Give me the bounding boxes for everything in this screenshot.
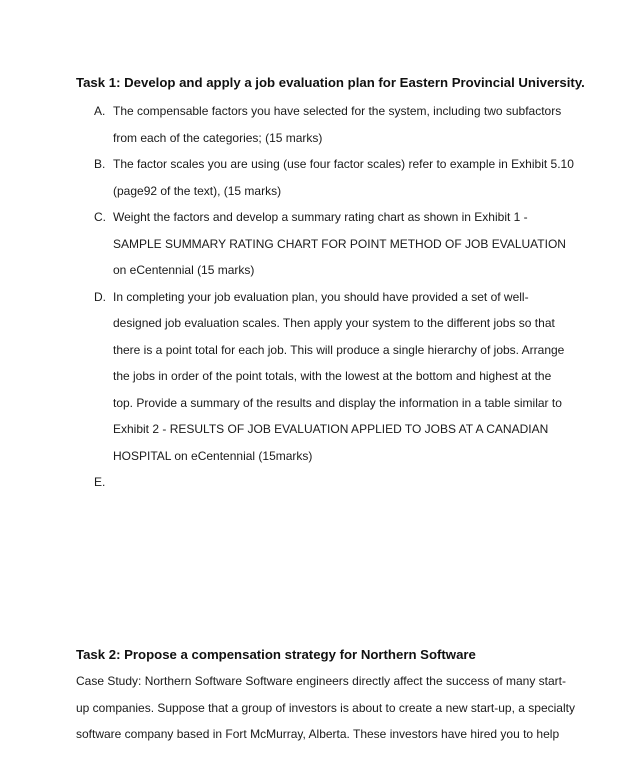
case-study-paragraph: Case Study: Northern Software Software engineers directly affect the success of many start-up companies. Suppose that a group of investors is about to create a new start-up, a specialty software company based in Fort McMurray, Alberta. These investors have hired you to help: [76, 674, 575, 741]
list-item-text: The compensable factors you have selected for the system, including two subfactors from each of the categories; (15 marks): [113, 104, 562, 145]
list-item-b: [94, 151, 574, 204]
list-item-c: [94, 204, 574, 284]
list-marker: A.: [94, 104, 106, 118]
list-item-text: In completing your job evaluation plan, you should have provided a set of well-designed job evaluation scales. Then apply your system to the different jobs so that there is a point total for each job. This will produce a single hierarchy of jobs. Arrange the jobs in order of the point totals, with the lowest at the bottom and highest at the top. Provide a summary of the results and display the information in a table similar to Exhibit 2 - RESULTS OF JOB EVALUATION APPLIED TO JOBS AT A CANADIAN HOSPITAL on eCentennial (15marks): [113, 289, 565, 463]
list-marker: B.: [94, 157, 106, 171]
list-marker: C.: [94, 210, 106, 224]
list-item-e: [94, 469, 574, 496]
list-marker: E.: [94, 475, 106, 489]
list-marker: D.: [94, 289, 106, 304]
list-item-text: [113, 469, 574, 496]
list-item-a: [94, 98, 574, 151]
list-item-text: Weight the factors and develop a summary rating chart as shown in Exhibit 1 - SAMPLE SUMMARY RATING CHART FOR POINT METHOD OF JOB EVALUATION on eCentennial (15 marks): [113, 210, 566, 277]
task1-heading: Task 1: Develop and apply a job evaluation plan for Eastern Provincial University.: [76, 75, 585, 90]
list-item-d: [94, 284, 574, 470]
task2-heading: Task 2: Propose a compensation strategy for Northern Software: [76, 647, 476, 662]
task1-list: [94, 98, 574, 496]
list-item-text: The factor scales you are using (use four factor scales) refer to example in Exhibit 5.10 (page92 of the text), (15 marks): [113, 157, 574, 198]
